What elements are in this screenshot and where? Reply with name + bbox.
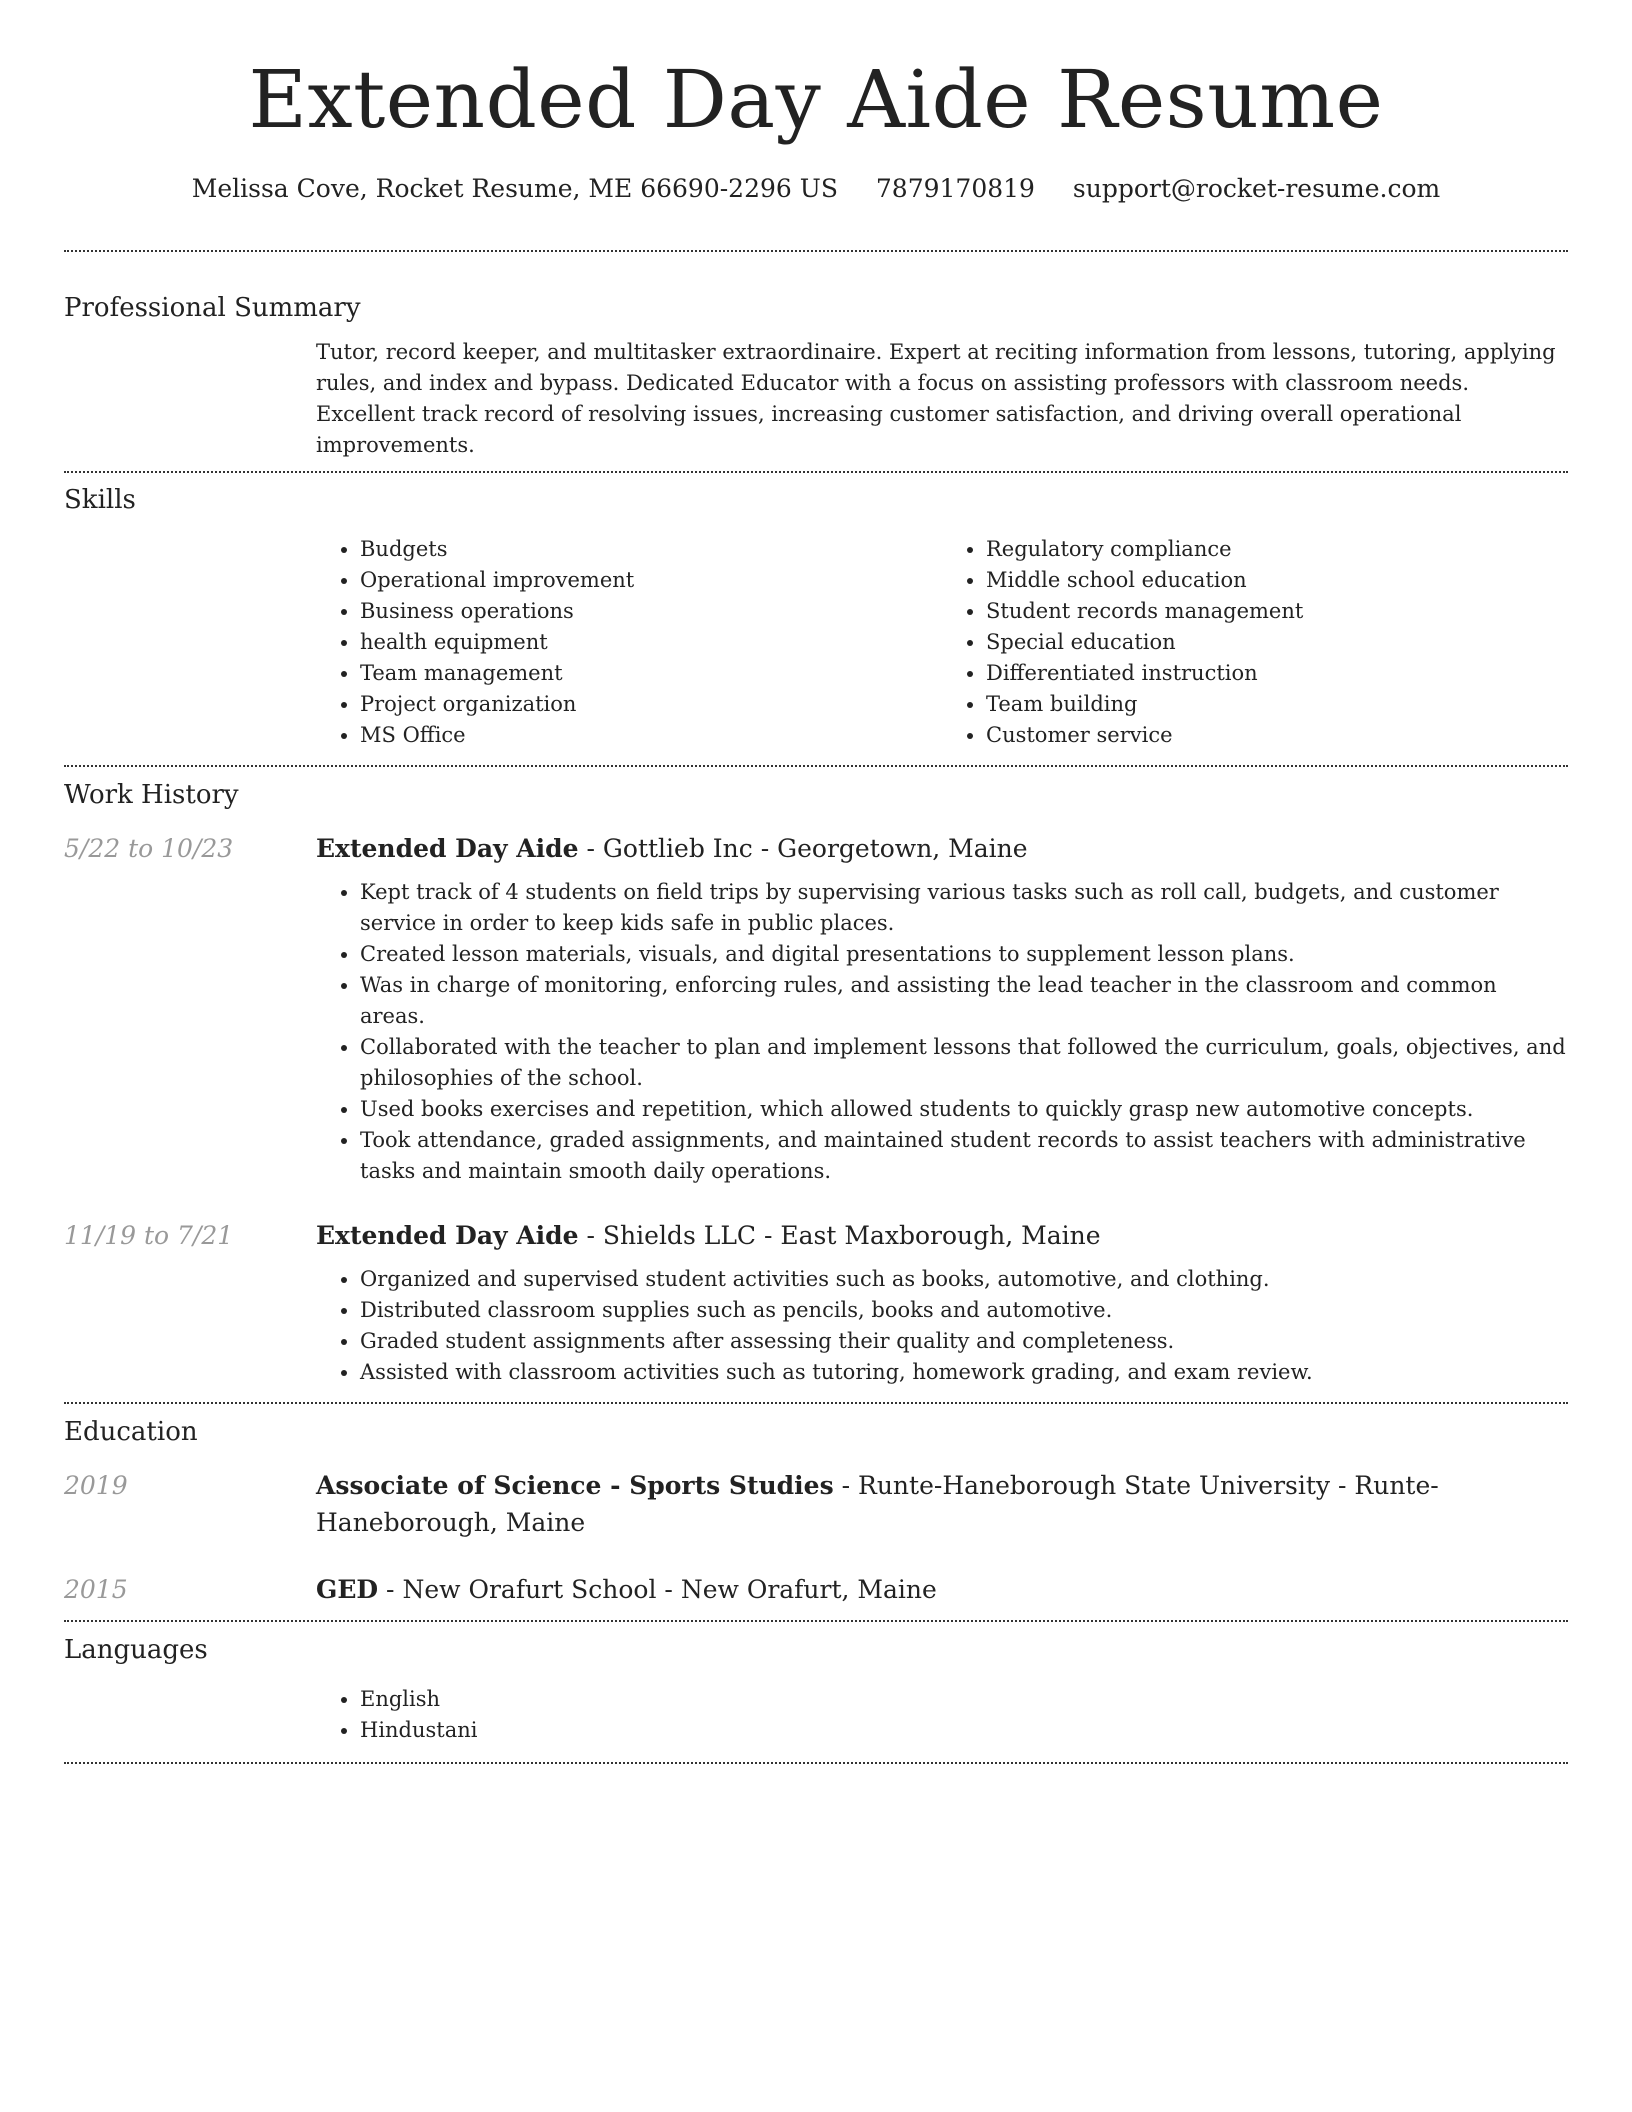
- job-dates: 11/19 to 7/21: [64, 1221, 234, 1250]
- education-entry: [64, 1571, 1568, 1608]
- contact-address: Melissa Cove, Rocket Resume, ME 66690-2296 US: [191, 174, 838, 203]
- job-separator: -: [760, 834, 778, 863]
- contact-email: support@rocket-resume.com: [1072, 174, 1441, 203]
- education-school: New Orafurt School: [402, 1575, 657, 1604]
- list-item: • Hindustani: [360, 1715, 1568, 1746]
- skills-list-left: [316, 534, 942, 751]
- languages-section: [64, 1622, 1568, 1746]
- summary-heading: Professional Summary: [64, 293, 361, 323]
- job-company: Gottlieb Inc: [602, 834, 753, 863]
- education-year: 2019: [64, 1471, 128, 1500]
- job-separator: -: [586, 834, 603, 863]
- education-degree: Associate of Science - Sports Studies: [316, 1471, 834, 1500]
- languages-block: [316, 1684, 1568, 1746]
- list-item: • Team management: [360, 658, 942, 689]
- list-item: • health equipment: [360, 627, 942, 658]
- list-item: • Differentiated instruction: [986, 658, 1568, 689]
- job-body: [316, 830, 1568, 1187]
- job-separator: -: [764, 1221, 781, 1250]
- education-heading-line: [316, 1571, 1568, 1608]
- skills-list-right: [942, 534, 1568, 751]
- job-company: Shields LLC: [602, 1221, 757, 1250]
- job-location: East Maxborough, Maine: [780, 1221, 1101, 1250]
- job-entry: [64, 830, 1568, 1187]
- education-heading: Education: [64, 1417, 198, 1447]
- education-location: Runte-Haneborough, Maine: [316, 1471, 1439, 1537]
- job-heading: [316, 1217, 1568, 1254]
- list-item: • Team building: [986, 689, 1568, 720]
- list-item: • Was in charge of monitoring, enforcing rules, and assisting the lead teacher in the classroom and common areas.: [360, 970, 1568, 1032]
- contact-line: [64, 172, 1568, 206]
- list-item: • Customer service: [986, 720, 1568, 751]
- list-item: • Project organization: [360, 689, 942, 720]
- job-dates: 5/22 to 10/23: [64, 834, 234, 863]
- education-separator: -: [386, 1575, 403, 1604]
- job-body: [316, 1217, 1568, 1402]
- job-title: Extended Day Aide: [316, 834, 579, 863]
- job-separator: -: [586, 1221, 603, 1250]
- summary-text: Tutor, record keeper, and multitasker extraordinaire. Expert at reciting information from lessons, tutoring, applying rules, and index and bypass. Dedicated Educator with a focus on assisting professors with classroom needs. Excellent track record of resolving issues, increasing customer satisfaction, and driving overall operational improvements.: [316, 340, 1556, 457]
- education-entry: [64, 1467, 1568, 1541]
- list-item: • Kept track of 4 students on field trips by supervising various tasks such as roll call, budgets, and customer service in order to keep kids safe in public places.: [360, 877, 1568, 939]
- list-item: • Special education: [986, 627, 1568, 658]
- education-location: New Orafurt, Maine: [680, 1575, 937, 1604]
- skills-grid: [316, 534, 1568, 751]
- list-item: • Student records management: [986, 596, 1568, 627]
- languages-heading: Languages: [64, 1635, 208, 1665]
- list-item: • Middle school education: [986, 565, 1568, 596]
- education-separator: -: [664, 1575, 681, 1604]
- divider: [64, 1762, 1568, 1764]
- list-item: • Graded student assignments after assessing their quality and completeness.: [360, 1326, 1568, 1357]
- job-bullets: [316, 877, 1568, 1187]
- list-item: • Business operations: [360, 596, 942, 627]
- education-section: [64, 1404, 1568, 1608]
- work-section: [64, 767, 1568, 1402]
- list-item: • Operational improvement: [360, 565, 942, 596]
- list-item: • Organized and supervised student activities such as books, automotive, and clothing.: [360, 1264, 1568, 1295]
- education-year: 2015: [64, 1575, 128, 1604]
- job-title: Extended Day Aide: [316, 1221, 579, 1250]
- list-item: • Collaborated with the teacher to plan and implement lessons that followed the curriculum, goals, objectives, and philosophies of the school.: [360, 1032, 1568, 1094]
- languages-list: [316, 1684, 1568, 1746]
- list-item: • Created lesson materials, visuals, and digital presentations to supplement lesson plans.: [360, 939, 1568, 970]
- list-item: • Distributed classroom supplies such as pencils, books and automotive.: [360, 1295, 1568, 1326]
- education-school: Runte-Haneborough State University: [858, 1471, 1331, 1500]
- list-item: • Used books exercises and repetition, which allowed students to quickly grasp new automotive concepts.: [360, 1094, 1568, 1125]
- list-item: • MS Office: [360, 720, 942, 751]
- summary-section: [64, 252, 1568, 461]
- skills-heading: Skills: [64, 485, 136, 515]
- list-item: • Assisted with classroom activities such as tutoring, homework grading, and exam review.: [360, 1357, 1568, 1388]
- work-heading: Work History: [64, 780, 239, 810]
- list-item: • Took attendance, graded assignments, and maintained student records to assist teachers with administrative tasks and maintain smooth daily operations.: [360, 1125, 1568, 1187]
- education-separator: -: [1337, 1471, 1355, 1500]
- job-bullets: [316, 1264, 1568, 1388]
- list-item: • English: [360, 1684, 1568, 1715]
- skills-section: [64, 473, 1568, 751]
- job-entry: [64, 1217, 1568, 1402]
- resume-title: Extended Day Aide Resume: [248, 53, 1384, 146]
- education-degree: GED: [316, 1575, 379, 1604]
- education-heading-line: [316, 1467, 1568, 1541]
- list-item: • Budgets: [360, 534, 942, 565]
- job-location: Georgetown, Maine: [777, 834, 1028, 863]
- contact-phone: 7879170819: [875, 174, 1035, 203]
- job-heading: [316, 830, 1568, 867]
- list-item: • Regulatory compliance: [986, 534, 1568, 565]
- education-separator: -: [841, 1471, 858, 1500]
